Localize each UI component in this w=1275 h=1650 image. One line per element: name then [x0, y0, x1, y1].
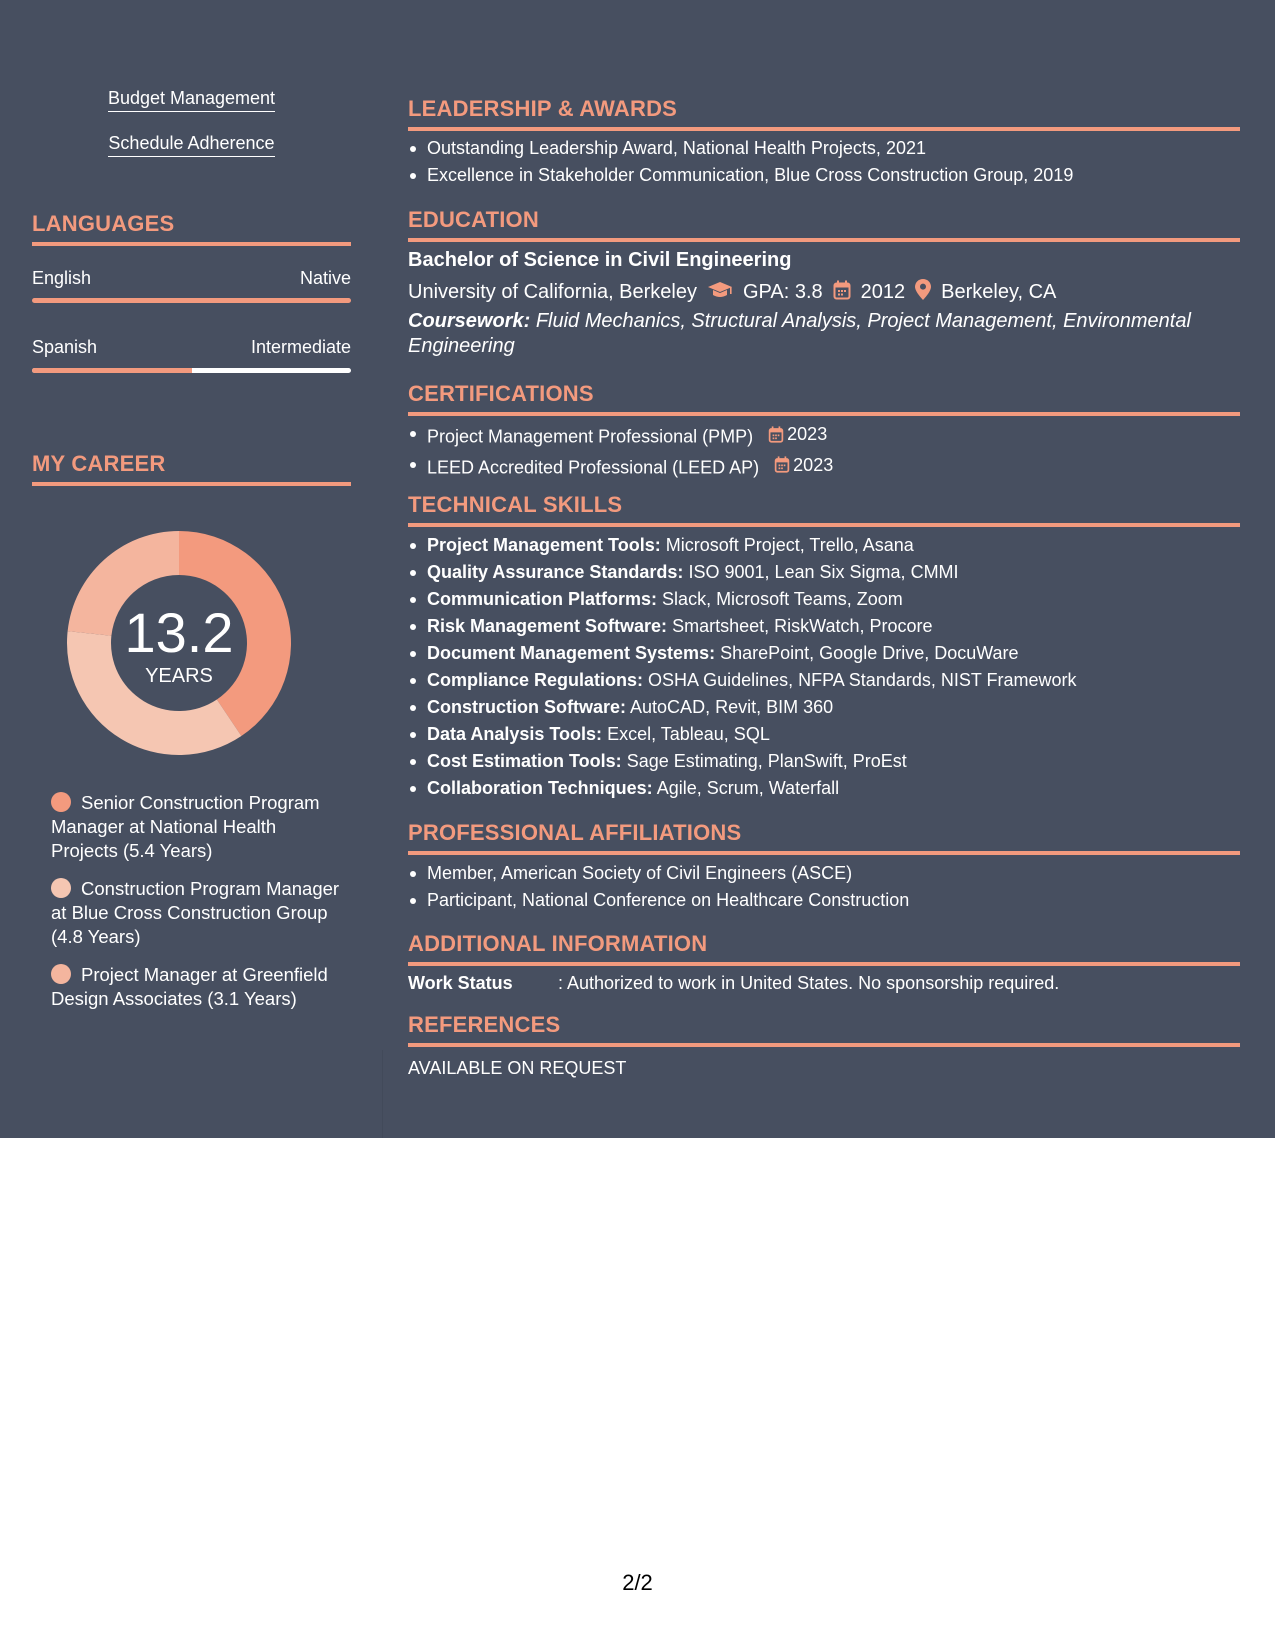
- skill-tag-label: Schedule Adherence: [108, 133, 274, 157]
- affiliations-list: [408, 860, 1240, 914]
- map-pin-icon: [915, 279, 931, 306]
- skill-value: Smartsheet, RiskWatch, Procore: [672, 616, 933, 636]
- certification-year: 2023: [793, 454, 834, 475]
- leadership-list: [408, 135, 1240, 189]
- certifications-heading: CERTIFICATIONS: [408, 381, 1240, 416]
- skill-label: Document Management Systems:: [427, 643, 716, 663]
- career-total-unit: YEARS: [145, 665, 213, 687]
- language-level: Native: [299, 268, 351, 288]
- additional-info-heading: ADDITIONAL INFORMATION: [408, 931, 1240, 966]
- skill-label: Construction Software:: [427, 697, 627, 717]
- leadership-heading: LEADERSHIP & AWARDS: [408, 96, 1240, 131]
- certification-item: [408, 451, 1240, 482]
- skill-value: Microsoft Project, Trello, Asana: [665, 535, 914, 555]
- affiliations-heading: PROFESSIONAL AFFILIATIONS: [408, 820, 1240, 855]
- skill-label: Collaboration Techniques:: [427, 778, 653, 798]
- skill-item: [408, 586, 1240, 613]
- column-divider: [382, 1050, 383, 1138]
- education-school: University of California, Berkeley: [408, 281, 697, 303]
- certification-name: Project Management Professional (PMP): [427, 426, 754, 447]
- certification-year: 2023: [787, 424, 828, 444]
- career-legend-item: [51, 963, 341, 1011]
- list-item: Outstanding Leadership Award, National Health Projects, 2021: [408, 135, 1240, 162]
- education-year: 2012: [860, 281, 906, 303]
- skill-label: Data Analysis Tools:: [427, 724, 603, 744]
- skill-tag-label: Budget Management: [108, 88, 275, 112]
- career-legend-text: Construction Program Manager at Blue Cross Construction Group (4.8 Years): [51, 878, 340, 947]
- skill-label: Compliance Regulations:: [427, 670, 644, 690]
- language-proficiency-bar: [32, 298, 351, 303]
- language-proficiency-bar: [32, 368, 351, 373]
- career-legend-dot: [51, 792, 71, 812]
- list-item: Excellence in Stakeholder Communication, Blue Cross Construction Group, 2019: [408, 162, 1240, 189]
- career-total-years: 13.2: [124, 601, 234, 664]
- work-status-value: : Authorized to work in United States. No sponsorship required.: [558, 973, 1060, 993]
- skill-label: Cost Estimation Tools:: [427, 751, 622, 771]
- skill-item: [408, 613, 1240, 640]
- references-heading: REFERENCES: [408, 1012, 1240, 1047]
- skill-item: [408, 532, 1240, 559]
- skill-item: [408, 721, 1240, 748]
- page-number: 2/2: [622, 1570, 653, 1595]
- skill-value: Slack, Microsoft Teams, Zoom: [662, 589, 903, 609]
- skill-label: Quality Assurance Standards:: [427, 562, 684, 582]
- career-donut-chart: [66, 530, 292, 756]
- skill-label: Risk Management Software:: [427, 616, 668, 636]
- career-heading: MY CAREER: [32, 451, 351, 486]
- calendar-icon: [774, 456, 790, 473]
- education-coursework: [408, 309, 1208, 359]
- coursework-label: Coursework:: [408, 310, 531, 332]
- skill-value: SharePoint, Google Drive, DocuWare: [720, 643, 1019, 663]
- skill-item: [408, 559, 1240, 586]
- skill-tag: [32, 88, 351, 112]
- skill-tag: [32, 133, 351, 157]
- skill-value: Excel, Tableau, SQL: [607, 724, 770, 744]
- certification-date: [768, 420, 827, 448]
- calendar-icon: [833, 280, 851, 306]
- career-legend-item: [51, 791, 341, 863]
- education-location: Berkeley, CA: [941, 281, 1057, 303]
- language-proficiency-fill: [32, 298, 351, 303]
- skill-item: [408, 775, 1240, 802]
- technical-skills-heading: TECHNICAL SKILLS: [408, 492, 1240, 527]
- language-level: Intermediate: [250, 337, 351, 357]
- coursework-text: Fluid Mechanics, Structural Analysis, Project Management, Environmental Engineering: [408, 310, 1191, 357]
- skill-label: Project Management Tools:: [427, 535, 661, 555]
- calendar-icon: [768, 426, 784, 443]
- certification-item: [408, 420, 1240, 451]
- language-proficiency-fill: [32, 368, 192, 373]
- references-text: AVAILABLE ON REQUEST: [408, 1058, 627, 1078]
- education-heading: EDUCATION: [408, 207, 1240, 242]
- work-status-label: Work Status: [408, 973, 513, 993]
- list-item: Member, American Society of Civil Engineers (ASCE): [408, 860, 1240, 887]
- career-legend-dot: [51, 964, 71, 984]
- career-legend-item: [51, 877, 341, 949]
- career-legend-text: Project Manager at Greenfield Design Associates (3.1 Years): [51, 964, 328, 1009]
- language-name: Spanish: [32, 337, 98, 357]
- education-meta: [408, 279, 1056, 306]
- certification-date: [774, 451, 833, 479]
- language-row: [32, 337, 351, 358]
- education-gpa: GPA: 3.8: [743, 281, 823, 303]
- skill-value: ISO 9001, Lean Six Sigma, CMMI: [688, 562, 959, 582]
- language-name: English: [32, 268, 92, 288]
- certification-name: LEED Accredited Professional (LEED AP): [427, 457, 760, 477]
- graduation-cap-icon: [707, 281, 733, 305]
- skill-item: [408, 667, 1240, 694]
- skill-value: Agile, Scrum, Waterfall: [656, 778, 840, 798]
- work-status-row: [408, 973, 1059, 994]
- skill-value: OSHA Guidelines, NFPA Standards, NIST Framework: [648, 670, 1077, 690]
- skill-item: [408, 748, 1240, 775]
- languages-heading: LANGUAGES: [32, 211, 351, 246]
- list-item: Participant, National Conference on Healthcare Construction: [408, 887, 1240, 914]
- career-legend-text: Senior Construction Program Manager at National Health Projects (5.4 Years): [51, 792, 320, 861]
- skill-item: [408, 694, 1240, 721]
- skill-value: AutoCAD, Revit, BIM 360: [630, 697, 834, 717]
- certifications-list: [408, 420, 1240, 481]
- technical-skills-list: [408, 532, 1240, 802]
- skill-item: [408, 640, 1240, 667]
- language-row: [32, 268, 351, 289]
- skill-value: Sage Estimating, PlanSwift, ProEst: [626, 751, 907, 771]
- skill-label: Communication Platforms:: [427, 589, 658, 609]
- education-degree: Bachelor of Science in Civil Engineering: [408, 249, 792, 271]
- career-legend-dot: [51, 878, 71, 898]
